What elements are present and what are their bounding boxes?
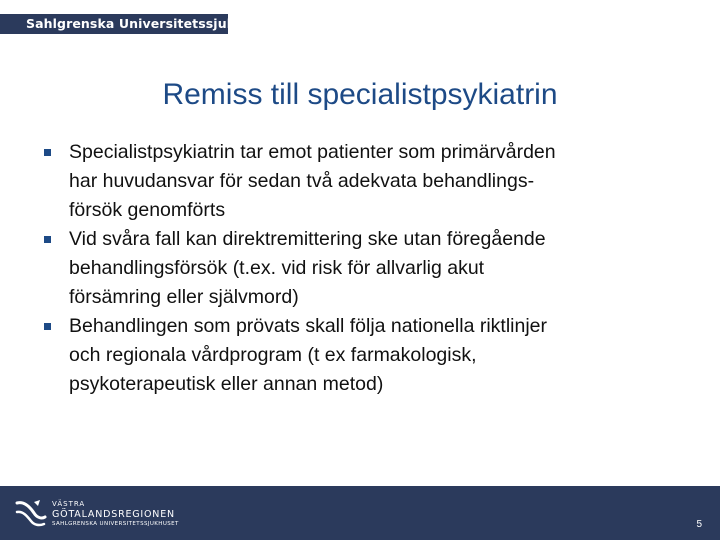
hospital-name: Sahlgrenska Universitetssjukhuset	[26, 16, 276, 31]
region-logo-icon	[14, 497, 48, 531]
bullet-line: och regionala vårdprogram (t ex farmakologisk,	[69, 344, 477, 366]
bullet-line: Vid svåra fall kan direktremittering ske utan föregående	[69, 228, 546, 250]
bullet-line: psykoterapeutisk eller annan metod)	[69, 373, 384, 395]
bullet-square-icon	[44, 236, 51, 243]
slide-title: Remiss till specialistpsykiatrin	[162, 78, 558, 111]
bullet-item	[44, 225, 684, 312]
logo-text-line2: GÖTALANDSREGIONEN	[52, 509, 175, 520]
bullet-line: behandlingsförsök (t.ex. vid risk för allvarlig akut	[69, 257, 485, 279]
bullet-line: försök genomförts	[69, 199, 226, 221]
logo-text-line3: SAHLGRENSKA UNIVERSITETSSJUKHUSET	[52, 521, 179, 527]
bullet-list	[44, 138, 684, 399]
bullet-line: Behandlingen som prövats skall följa nationella riktlinjer	[69, 315, 548, 337]
page-number: 5	[696, 519, 702, 530]
bullet-square-icon	[44, 323, 51, 330]
bullet-item	[44, 312, 684, 399]
bullet-item	[44, 138, 684, 225]
bullet-line: försämring eller självmord)	[69, 286, 299, 308]
bullet-square-icon	[44, 149, 51, 156]
logo-text-line1: VÄSTRA	[52, 500, 86, 508]
bullet-line: har huvudansvar för sedan två adekvata behandlings-	[69, 170, 535, 192]
bullet-line: Specialistpsykiatrin tar emot patienter som primärvården	[69, 141, 556, 163]
